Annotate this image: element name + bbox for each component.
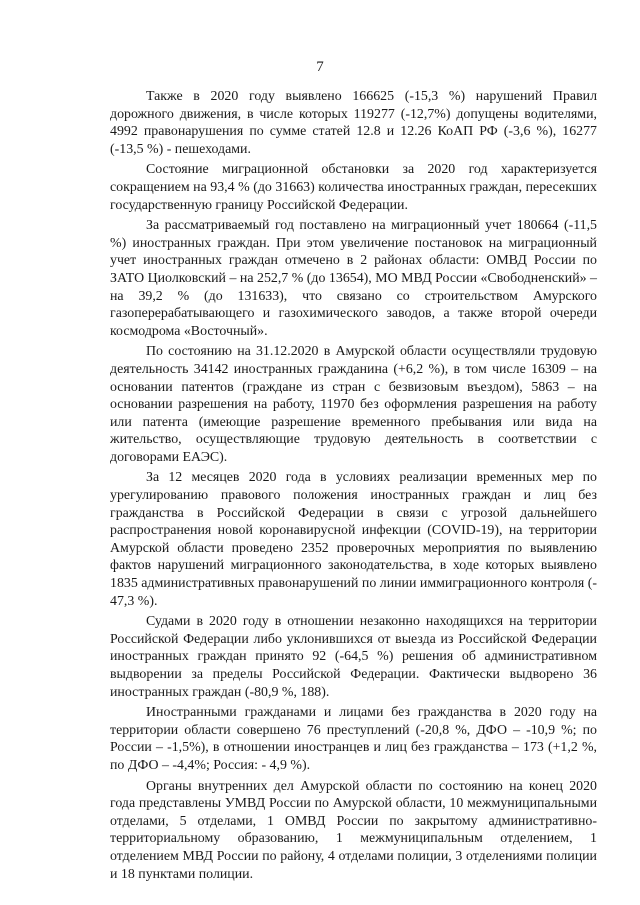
paragraph-police-structure: Органы внутренних дел Амурской области по состоянию на конец 2020 года представлены УМВД России по Амурской области, 10 межмуниципальными отделами, 5 отделами, 1 ОМВД России по закрытому административно-территориальному образованию, 1 межмуниципальным отделением, 1 отделением МВД России по району, 4 отделами полиции, 3 отделениями полиции и 18 пунктами полиции. bbox=[110, 778, 597, 882]
paragraph-traffic-violations: Также в 2020 году выявлено 166625 (-15,3 %) нарушений Правил дорожного движения, в числе которых 119277 (-12,7%) допущены водителями, 4992 правонарушения по сумме статей 12.8 и 12.26 КоАП РФ (-3,6 %), 16277 (-13,5 %) - пешеходами. bbox=[110, 89, 597, 157]
body-text bbox=[110, 88, 597, 886]
paragraph-labor-activity: По состоянию на 31.12.2020 в Амурской области осуществляли трудовую деятельность 34142 иностранных гражданина (+6,2 %), в том числе 16309 – на основании патентов (граждане из стран с безвизовым въездом), 5863 – на основании разрешения на работу, 11970 без оформления разрешения на работу или патента (имеющие разрешение временного пребывания или вида на жительство, осуществляющие трудовую деятельность в соответствии с договорами ЕАЭС). bbox=[110, 344, 597, 465]
paragraph-migration-registration: За рассматриваемый год поставлено на миграционный учет 180664 (-11,5 %) иностранных граждан. При этом увеличение постановок на миграционный учет иностранных граждан отмечено в 2 районах области: ОМВД России по ЗАТО Циолковский – на 252,7 % (до 13654), МО МВД России «Свободненский» – на 39,2 % (до 131633), что связано со строительством Амурского газоперерабатывающего и газохимического заводов, а также второй очереди космодрома «Восточный». bbox=[110, 218, 597, 339]
page-number: 7 bbox=[316, 59, 324, 75]
paragraph-covid-inspections: За 12 месяцев 2020 года в условиях реализации временных мер по урегулированию правового положения иностранных граждан и лиц без гражданства в Российской Федерации в связи с угрозой дальнейшего распространения новой коронавирусной инфекции (COVID-19), на территории Амурской области проведено 2352 проверочных мероприятия по выявлению фактов нарушений миграционного законодательства, в ходе которых выявлено 1835 административных правонарушений по линии иммиграционного контроля (- 47,3 %). bbox=[110, 470, 597, 609]
paragraph-court-deportations: Судами в 2020 году в отношении незаконно находящихся на территории Российской Федерации либо уклонившихся от выезда из Российской Федерации иностранных граждан принято 92 (-64,5 %) решения об административном выдворении за пределы Российской Федерации. Фактически выдворено 36 иностранных граждан (-80,9 %, 188). bbox=[110, 614, 597, 700]
paragraph-foreigner-crimes: Иностранными гражданами и лицами без гражданства в 2020 году на территории области совершено 76 преступлений (-20,8 %, ДФО – -10,9 %; по России – -1,5%), в отношении иностранцев и лиц без гражданства – 173 (+1,2 %, по ДФО – -4,4%; Россия: - 4,9 %). bbox=[110, 705, 597, 773]
paragraph-migration-situation: Состояние миграционной обстановки за 2020 год характеризуется сокращением на 93,4 % (до 31663) количества иностранных граждан, пересекших государственную границу Российской Федерации. bbox=[110, 162, 597, 213]
